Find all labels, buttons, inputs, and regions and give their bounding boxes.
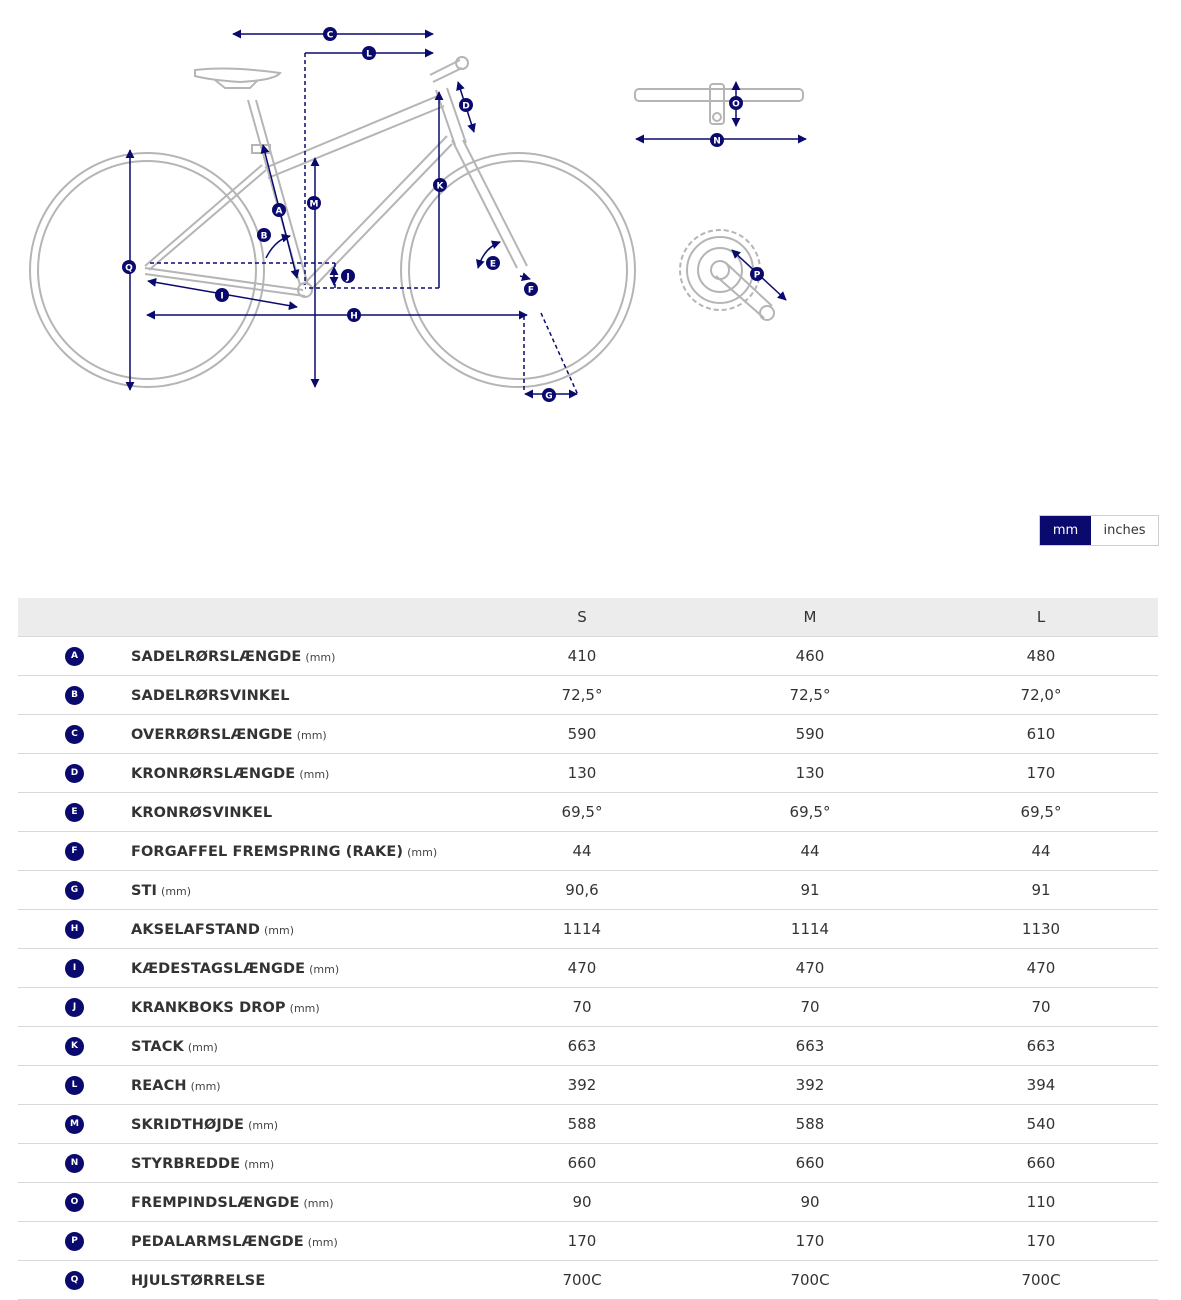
unit-mm-button[interactable]: mm bbox=[1040, 516, 1091, 545]
table-row bbox=[18, 910, 1158, 949]
measurement-unit: (mm) bbox=[299, 768, 330, 781]
value-size-l: 470 bbox=[924, 949, 1158, 988]
value-size-m: 663 bbox=[696, 1027, 924, 1066]
geometry-table bbox=[18, 598, 1158, 1300]
value-size-m: 392 bbox=[696, 1066, 924, 1105]
value-size-s: 392 bbox=[468, 1066, 696, 1105]
letter-circle-icon: O bbox=[65, 1193, 84, 1212]
row-label-cell bbox=[131, 949, 468, 988]
row-letter-cell bbox=[18, 754, 131, 793]
badge-q bbox=[122, 260, 136, 274]
svg-text:H: H bbox=[350, 311, 358, 322]
value-size-s: 70 bbox=[468, 988, 696, 1027]
value-size-m: 1114 bbox=[696, 910, 924, 949]
value-size-s: 90,6 bbox=[468, 871, 696, 910]
header-label bbox=[131, 598, 468, 637]
measurement-label: HJULSTØRRELSE bbox=[131, 1273, 266, 1289]
value-size-s: 410 bbox=[468, 637, 696, 676]
value-size-s: 663 bbox=[468, 1027, 696, 1066]
row-label-cell bbox=[131, 1261, 468, 1300]
row-letter-cell bbox=[18, 1222, 131, 1261]
letter-circle-icon: K bbox=[65, 1037, 84, 1056]
badge-c bbox=[323, 27, 337, 41]
svg-text:E: E bbox=[489, 259, 497, 270]
row-label-cell bbox=[131, 793, 468, 832]
letter-circle-icon: L bbox=[65, 1076, 84, 1095]
value-size-m: 590 bbox=[696, 715, 924, 754]
measurement-unit: (mm) bbox=[307, 1236, 338, 1249]
letter-circle-icon: N bbox=[65, 1154, 84, 1173]
row-letter-cell bbox=[18, 871, 131, 910]
badge-m bbox=[307, 196, 321, 210]
unit-inches-button[interactable]: inches bbox=[1091, 516, 1158, 545]
letter-circle-icon: P bbox=[65, 1232, 84, 1251]
row-letter-cell bbox=[18, 793, 131, 832]
letter-circle-icon: J bbox=[65, 998, 84, 1017]
measurement-unit: (mm) bbox=[161, 885, 192, 898]
measurement-unit: (mm) bbox=[309, 963, 340, 976]
row-letter-cell bbox=[18, 832, 131, 871]
letter-circle-icon: Q bbox=[65, 1271, 84, 1290]
badge-e bbox=[486, 256, 500, 270]
value-size-l: 540 bbox=[924, 1105, 1158, 1144]
value-size-l: 610 bbox=[924, 715, 1158, 754]
measurement-label: SKRIDTHØJDE bbox=[131, 1117, 245, 1133]
row-letter-cell bbox=[18, 637, 131, 676]
table-row bbox=[18, 676, 1158, 715]
row-letter-cell bbox=[18, 949, 131, 988]
badge-i bbox=[215, 288, 229, 302]
svg-text:A: A bbox=[275, 206, 283, 217]
svg-text:N: N bbox=[713, 136, 721, 147]
table-row bbox=[18, 1027, 1158, 1066]
letter-circle-icon: H bbox=[65, 920, 84, 939]
table-row bbox=[18, 1261, 1158, 1300]
measurement-label: OVERRØRSLÆNGDE bbox=[131, 727, 293, 743]
row-letter-cell bbox=[18, 1105, 131, 1144]
svg-text:L: L bbox=[366, 49, 372, 60]
badge-n bbox=[710, 133, 724, 147]
letter-circle-icon: B bbox=[65, 686, 84, 705]
value-size-l: 91 bbox=[924, 871, 1158, 910]
value-size-m: 70 bbox=[696, 988, 924, 1027]
svg-text:B: B bbox=[260, 231, 268, 242]
row-letter-cell bbox=[18, 676, 131, 715]
badge-b bbox=[257, 228, 271, 242]
row-label-cell bbox=[131, 871, 468, 910]
value-size-l: 480 bbox=[924, 637, 1158, 676]
svg-text:C: C bbox=[326, 30, 334, 41]
row-label-cell bbox=[131, 1222, 468, 1261]
measurement-label: STI bbox=[131, 883, 158, 899]
svg-text:G: G bbox=[545, 391, 553, 402]
row-label-cell bbox=[131, 715, 468, 754]
measurement-label: KRANKBOKS DROP bbox=[131, 1000, 286, 1016]
value-size-s: 1114 bbox=[468, 910, 696, 949]
row-letter-cell bbox=[18, 1144, 131, 1183]
row-label-cell bbox=[131, 832, 468, 871]
svg-text:K: K bbox=[436, 181, 444, 192]
value-size-l: 660 bbox=[924, 1144, 1158, 1183]
badge-o bbox=[729, 96, 743, 110]
letter-circle-icon: C bbox=[65, 725, 84, 744]
header-size-l: L bbox=[924, 598, 1158, 637]
table-row bbox=[18, 1105, 1158, 1144]
measurement-unit: (mm) bbox=[305, 651, 336, 664]
value-size-s: 660 bbox=[468, 1144, 696, 1183]
letter-circle-icon: D bbox=[65, 764, 84, 783]
value-size-m: 72,5° bbox=[696, 676, 924, 715]
bike-frame-drawing bbox=[30, 57, 635, 387]
table-row bbox=[18, 754, 1158, 793]
measurement-unit: (mm) bbox=[187, 1041, 218, 1054]
value-size-s: 700C bbox=[468, 1261, 696, 1300]
value-size-s: 72,5° bbox=[468, 676, 696, 715]
table-row bbox=[18, 1222, 1158, 1261]
value-size-m: 170 bbox=[696, 1222, 924, 1261]
table-row bbox=[18, 832, 1158, 871]
table-body bbox=[18, 637, 1158, 1300]
badge-f bbox=[524, 282, 538, 296]
measurement-label: KRONRØSVINKEL bbox=[131, 805, 273, 821]
measurement-label: SADELRØRSVINKEL bbox=[131, 688, 290, 704]
row-letter-cell bbox=[18, 1261, 131, 1300]
value-size-s: 170 bbox=[468, 1222, 696, 1261]
table-row bbox=[18, 1183, 1158, 1222]
value-size-l: 70 bbox=[924, 988, 1158, 1027]
badge-a bbox=[272, 203, 286, 217]
row-label-cell bbox=[131, 754, 468, 793]
table-row bbox=[18, 637, 1158, 676]
value-size-l: 69,5° bbox=[924, 793, 1158, 832]
letter-circle-icon: E bbox=[65, 803, 84, 822]
row-label-cell bbox=[131, 1105, 468, 1144]
value-size-s: 69,5° bbox=[468, 793, 696, 832]
row-label-cell bbox=[131, 910, 468, 949]
measurement-unit: (mm) bbox=[289, 1002, 320, 1015]
table-row bbox=[18, 871, 1158, 910]
value-size-l: 663 bbox=[924, 1027, 1158, 1066]
row-letter-cell bbox=[18, 1066, 131, 1105]
value-size-s: 470 bbox=[468, 949, 696, 988]
value-size-m: 130 bbox=[696, 754, 924, 793]
value-size-s: 590 bbox=[468, 715, 696, 754]
row-label-cell bbox=[131, 1027, 468, 1066]
badge-g bbox=[542, 388, 556, 402]
value-size-l: 700C bbox=[924, 1261, 1158, 1300]
header-size-m: M bbox=[696, 598, 924, 637]
measurement-unit: (mm) bbox=[190, 1080, 221, 1093]
handlebar-drawing bbox=[635, 84, 803, 124]
value-size-m: 90 bbox=[696, 1183, 924, 1222]
geometry-diagram bbox=[0, 0, 1181, 470]
badge-p bbox=[750, 267, 764, 281]
measurement-label: KÆDESTAGSLÆNGDE bbox=[131, 961, 306, 977]
measurement-label: AKSELAFSTAND bbox=[131, 922, 260, 938]
unit-toggle bbox=[1039, 515, 1159, 546]
svg-text:P: P bbox=[753, 270, 761, 281]
badge-k bbox=[433, 178, 447, 192]
table-row bbox=[18, 715, 1158, 754]
header-size-s: S bbox=[468, 598, 696, 637]
measurement-label: FORGAFFEL FREMSPRING (RAKE) bbox=[131, 844, 404, 860]
svg-text:Q: Q bbox=[125, 263, 133, 274]
measurement-unit: (mm) bbox=[244, 1158, 275, 1171]
value-size-l: 170 bbox=[924, 754, 1158, 793]
value-size-m: 44 bbox=[696, 832, 924, 871]
measurement-unit: (mm) bbox=[248, 1119, 279, 1132]
measurement-label: REACH bbox=[131, 1078, 187, 1094]
letter-circle-icon: M bbox=[65, 1115, 84, 1134]
value-size-m: 460 bbox=[696, 637, 924, 676]
measurement-label: STYRBREDDE bbox=[131, 1156, 241, 1172]
row-letter-cell bbox=[18, 1027, 131, 1066]
value-size-m: 700C bbox=[696, 1261, 924, 1300]
row-label-cell bbox=[131, 1183, 468, 1222]
value-size-l: 44 bbox=[924, 832, 1158, 871]
value-size-m: 69,5° bbox=[696, 793, 924, 832]
value-size-s: 90 bbox=[468, 1183, 696, 1222]
table-row bbox=[18, 949, 1158, 988]
row-letter-cell bbox=[18, 988, 131, 1027]
letter-circle-icon: A bbox=[65, 647, 84, 666]
value-size-l: 170 bbox=[924, 1222, 1158, 1261]
row-label-cell bbox=[131, 637, 468, 676]
value-size-m: 588 bbox=[696, 1105, 924, 1144]
table-row bbox=[18, 1066, 1158, 1105]
value-size-m: 660 bbox=[696, 1144, 924, 1183]
value-size-s: 44 bbox=[468, 832, 696, 871]
measurement-label: STACK bbox=[131, 1039, 184, 1055]
value-size-l: 72,0° bbox=[924, 676, 1158, 715]
value-size-l: 1130 bbox=[924, 910, 1158, 949]
measurement-label: PEDALARMSLÆNGDE bbox=[131, 1234, 304, 1250]
header-letter bbox=[18, 598, 131, 637]
row-label-cell bbox=[131, 1066, 468, 1105]
value-size-m: 470 bbox=[696, 949, 924, 988]
measurement-label: SADELRØRSLÆNGDE bbox=[131, 649, 302, 665]
row-label-cell bbox=[131, 676, 468, 715]
value-size-l: 394 bbox=[924, 1066, 1158, 1105]
svg-text:D: D bbox=[462, 101, 470, 112]
value-size-s: 588 bbox=[468, 1105, 696, 1144]
svg-text:J: J bbox=[346, 272, 350, 283]
row-label-cell bbox=[131, 1144, 468, 1183]
row-label-cell bbox=[131, 988, 468, 1027]
letter-circle-icon: G bbox=[65, 881, 84, 900]
measurement-unit: (mm) bbox=[407, 846, 438, 859]
measurement-unit: (mm) bbox=[296, 729, 327, 742]
row-letter-cell bbox=[18, 910, 131, 949]
table-row bbox=[18, 1144, 1158, 1183]
row-letter-cell bbox=[18, 1183, 131, 1222]
table-row bbox=[18, 793, 1158, 832]
value-size-s: 130 bbox=[468, 754, 696, 793]
svg-text:I: I bbox=[220, 291, 224, 302]
measurement-unit: (mm) bbox=[263, 924, 294, 937]
measurement-label: FREMPINDSLÆNGDE bbox=[131, 1195, 300, 1211]
letter-circle-icon: F bbox=[65, 842, 84, 861]
letter-circle-icon: I bbox=[65, 959, 84, 978]
row-letter-cell bbox=[18, 715, 131, 754]
badge-l bbox=[362, 46, 376, 60]
badge-j bbox=[341, 269, 355, 283]
value-size-m: 91 bbox=[696, 871, 924, 910]
table-row bbox=[18, 988, 1158, 1027]
badge-d bbox=[459, 98, 473, 112]
svg-text:M: M bbox=[309, 199, 319, 210]
measurement-unit: (mm) bbox=[303, 1197, 334, 1210]
svg-text:O: O bbox=[732, 99, 740, 110]
table-header-row bbox=[18, 598, 1158, 637]
measurement-label: KRONRØRSLÆNGDE bbox=[131, 766, 296, 782]
value-size-l: 110 bbox=[924, 1183, 1158, 1222]
svg-text:F: F bbox=[527, 285, 535, 296]
badge-h bbox=[347, 308, 361, 322]
